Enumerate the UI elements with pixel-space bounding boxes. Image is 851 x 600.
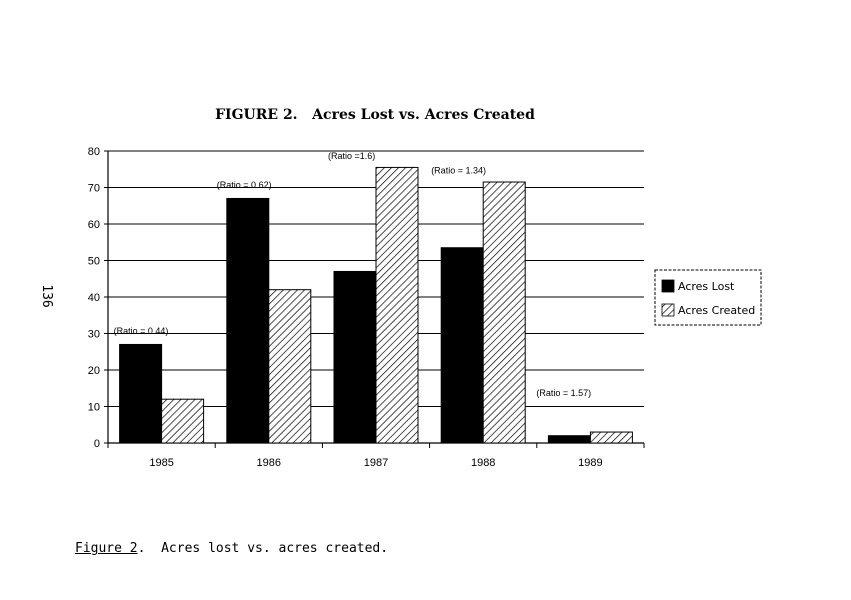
y-tick-label: 50 xyxy=(87,255,100,268)
x-category-label: 1985 xyxy=(149,457,174,469)
bar-acres-lost xyxy=(548,436,590,443)
legend-label: Acres Created xyxy=(678,304,756,317)
legend-swatch-hatched xyxy=(662,304,674,316)
ratio-annotation: (Ratio = 1.34) xyxy=(431,165,486,176)
y-tick-label: 20 xyxy=(87,365,100,377)
caption-text: . Acres lost vs. acres created. xyxy=(137,541,389,556)
bar-acres-created xyxy=(376,167,418,443)
ratio-annotation: (Ratio = 0.62) xyxy=(216,180,272,190)
y-tick-label: 40 xyxy=(87,292,100,304)
bar-acres-created xyxy=(269,290,311,443)
chart-title: FIGURE 2. Acres Lost vs. Acres Created xyxy=(215,107,535,123)
bar-acres-created xyxy=(162,399,204,443)
bar-acres-lost xyxy=(334,271,376,443)
page-number: 136 xyxy=(39,284,54,308)
y-tick-label: 0 xyxy=(93,438,100,450)
caption-figure-ref: Figure 2 xyxy=(75,541,138,556)
figure-caption xyxy=(75,541,388,556)
x-category-label: 1989 xyxy=(578,457,603,469)
bar-acres-created xyxy=(590,432,632,443)
ratio-annotation: (Ratio = 0.44) xyxy=(113,326,169,336)
x-category-label: 1987 xyxy=(363,457,389,469)
legend-swatch-solid xyxy=(662,280,674,292)
bar-acres-created xyxy=(483,182,525,443)
bars xyxy=(120,167,633,443)
x-category-label: 1986 xyxy=(256,457,282,469)
y-tick-label: 10 xyxy=(87,401,100,414)
legend-label: Acres Lost xyxy=(678,280,735,293)
bar-acres-lost xyxy=(227,198,269,443)
y-tick-label: 60 xyxy=(87,219,100,231)
y-tick-label: 70 xyxy=(87,182,100,195)
ratio-annotation: (Ratio = 1.57) xyxy=(536,388,592,399)
bar-acres-lost xyxy=(441,248,483,443)
y-tick-label: 30 xyxy=(87,328,100,341)
x-category-label: 1988 xyxy=(470,457,496,469)
ratio-annotation: (Ratio =1.6) xyxy=(328,150,376,161)
bar-acres-lost xyxy=(120,344,162,443)
y-tick-label: 80 xyxy=(87,146,100,158)
legend xyxy=(655,270,761,325)
